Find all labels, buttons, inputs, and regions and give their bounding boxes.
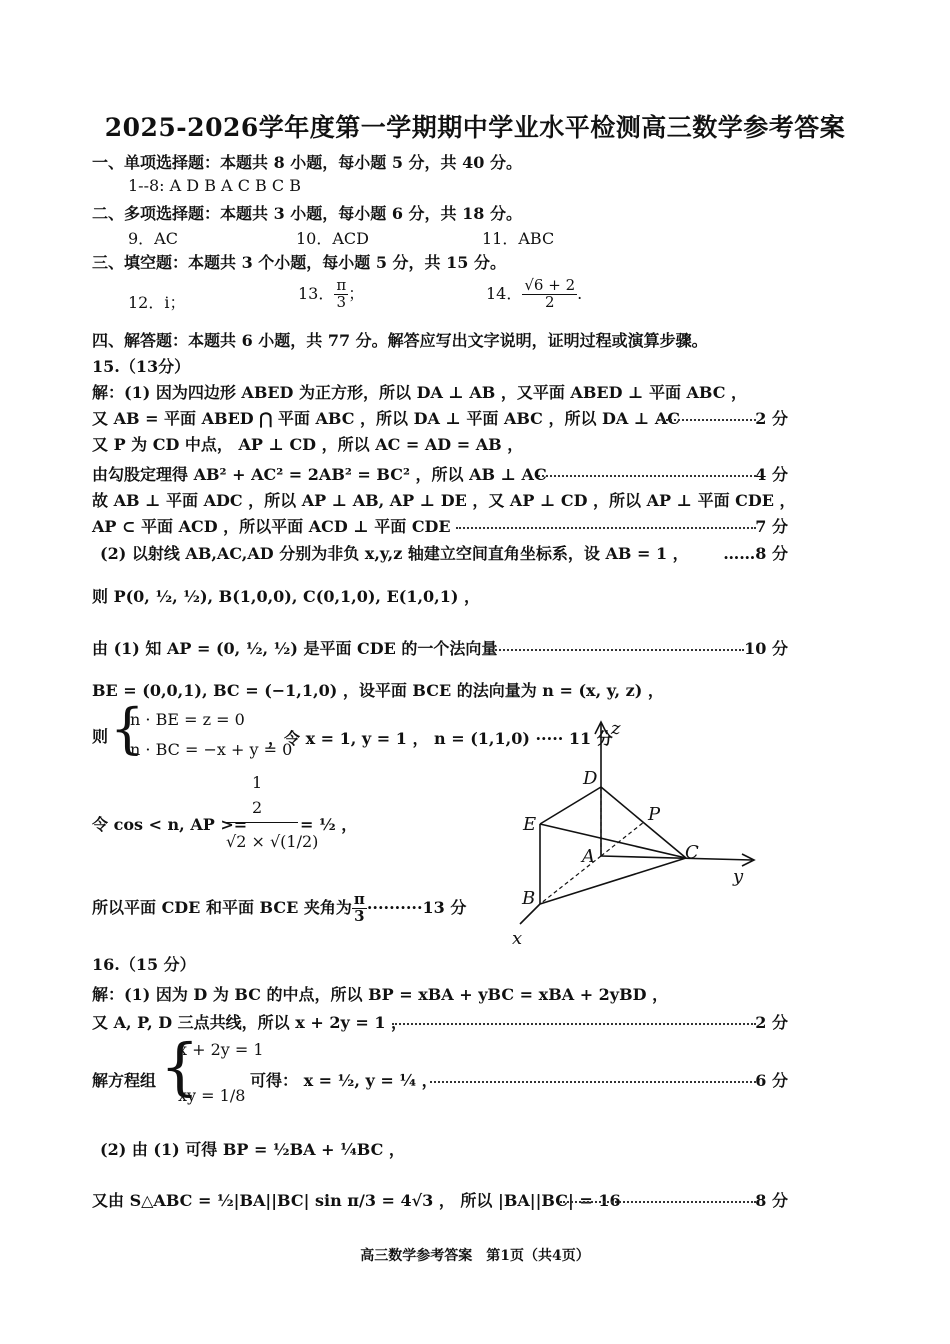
brace-glyph: { [110,697,145,760]
leader-dots [430,1081,756,1083]
edge-EC [540,824,686,858]
q16-heading: 16.（15 分） [92,955,196,974]
leader-dots [658,419,756,421]
q15-line13-fraction [352,892,367,925]
q14-fraction [522,278,577,311]
q16-system-eq1: x + 2y = 1 [178,1040,264,1059]
q14-denominator: 2 [544,292,555,311]
label-z: z [611,718,621,739]
q16-line3-mid: 可得： x = ½, y = ¼ ， [250,1071,438,1090]
q16-line3-prefix: 解方程组 [92,1071,157,1090]
q16-line2: 又 A, P, D 三点共线，所以 x + 2y = 1 ， [92,1013,408,1032]
q15-line4-points: 4 分 [755,465,788,484]
q15-line1: 解：(1) 因为四边形 ABED 为正方形，所以 DA ⊥ AB ，又平面 ABED ⊥ 平面 ABC ， [92,383,748,402]
page-footer: 高三数学参考答案 第1页（共4页） [360,1248,590,1264]
q16-line2-points: 2 分 [755,1013,788,1032]
q15-line2: 又 AB = 平面 ABED ⋂ 平面 ABC ，所以 DA ⊥ 平面 ABC ，所以 DA ⊥ AC [92,409,680,428]
q15-line13 [92,892,466,925]
q12-answer: 12．i； [128,293,186,312]
q15-line11-prefix: 则 [92,727,109,746]
section1-heading: 一、单项选择题：本题共 8 小题，每小题 5 分，共 40 分。 [92,153,522,172]
label-x: x [512,928,523,949]
q14-label: 14． [486,283,523,303]
label-P: P [648,804,661,825]
q16-line5: 又由 S△ABC = ½|BA||BC| sin π/3 = 4√3 ， 所以 |BA||BC| = 16 [92,1191,621,1210]
q16-line1: 解：(1) 因为 D 为 BC 的中点，所以 BP = xBA + yBC = xBA + 2yBD ， [92,985,669,1004]
q13-tail: ； [348,283,365,303]
q15-line5: 故 AB ⊥ 平面 ADC ，所以 AP ⊥ AB, AP ⊥ DE ，又 AP ⊥ CD ，所以 AP ⊥ 平面 CDE ， [92,491,796,510]
edge-BC [540,858,686,904]
q15-system-eq1: n · BE = z = 0 [130,710,245,729]
section3-heading: 三、填空题：本题共 3 个小题，每小题 5 分，共 15 分。 [92,253,506,272]
geometry-figure [490,712,770,952]
q15-line8: 则 P(0, ½, ½), B(1,0,0), C(0,1,0), E(1,0,1) ， [92,587,481,606]
q13-numerator: π [336,276,347,294]
edge-DE [540,787,601,824]
q16-system-eq2: xy = 1/8 [178,1086,246,1105]
q13-answer [298,278,364,311]
q14-numerator: √6 + 2 [524,276,576,294]
leader-dots [538,475,756,477]
q11-answer: 11．ABC [482,229,555,248]
label-E: E [523,814,537,835]
q15-line11-tail: ，令 x = 1, y = 1 ， n = (1,1,0) ····· 11 分 [268,729,613,748]
label-A: A [582,846,595,867]
leader-dots [392,1023,756,1025]
q15-line2-points: 2 分 [755,409,788,428]
section1-answers: 1--8: A D B A C B C B [128,176,301,195]
label-B: B [522,888,536,909]
section2-heading: 二、多项选择题：本题共 3 小题，每小题 6 分，共 18 分。 [92,204,522,223]
q10-answer: 10．ACD [296,229,369,248]
q16-line4: (2) 由 (1) 可得 BP = ½BA + ¼BC ， [100,1140,405,1159]
q15-line3: 又 P 为 CD 中点， AP ⊥ CD ，所以 AC = AD = AB ， [92,435,524,454]
q13-fraction [334,278,348,311]
q15-line13-den: 3 [354,906,365,925]
leader-dots [456,527,756,529]
q15-cos-den: √2 × √(1/2) [226,832,319,851]
q13-label: 13． [298,283,335,303]
q15-heading: 15.（13分） [92,357,191,376]
q15-line9-points: 10 分 [744,639,788,658]
q16-line5-points: 8 分 [755,1191,788,1210]
fraction-bar [226,822,298,823]
q14-answer [486,278,582,311]
q15-line7-points: ……8 分 [723,544,788,563]
q15-system-eq2: n · BC = −x + y = 0 [130,740,293,759]
leader-dots [492,649,744,651]
q15-line6-points: 7 分 [755,517,788,536]
leader-dots [560,1201,756,1203]
q9-answer: 9．AC [128,229,178,248]
q15-cos-result: = ½ ， [300,815,358,834]
q15-line9: 由 (1) 知 AP = (0, ½, ½) 是平面 CDE 的一个法向量 [92,639,498,658]
q15-line12-prefix: 令 cos < n, AP >= [92,815,248,834]
section4-heading: 四、解答题：本题共 6 小题，共 77 分。解答应写出文字说明，证明过程或演算步骤。 [92,331,708,350]
q14-tail: . [577,283,583,303]
q15-cos-num-bot: 2 [252,798,263,817]
q15-line7: (2) 以射线 AB,AC,AD 分别为非负 x,y,z 轴建立空间直角坐标系，设 AB = 1 ， [100,544,689,563]
q15-line13-num: π [353,890,365,908]
label-y: y [733,866,744,887]
label-D: D [583,768,598,789]
q15-line10: BE = (0,0,1), BC = (−1,1,0) ，设平面 BCE 的法向量为 n = (x, y, z) ， [92,681,664,700]
q13-denominator: 3 [336,292,347,311]
q15-line13-text: 所以平面 CDE 和平面 BCE 夹角为 [92,897,352,917]
label-C: C [685,842,699,863]
q15-line6: AP ⊂ 平面 ACD ，所以平面 ACD ⊥ 平面 CDE [92,517,451,536]
q15-cos-num-top: 1 [252,773,263,792]
q16-line3-points: 6 分 [755,1071,788,1090]
q15-line13-points: ··········13 分 [366,897,467,917]
brace-glyph: { [160,1030,200,1103]
page-title: 2025-2026学年度第一学期期中学业水平检测高三数学参考答案 [104,113,846,142]
q15-line4: 由勾股定理得 AB² + AC² = 2AB² = BC² ，所以 AB ⊥ AC [92,465,547,484]
